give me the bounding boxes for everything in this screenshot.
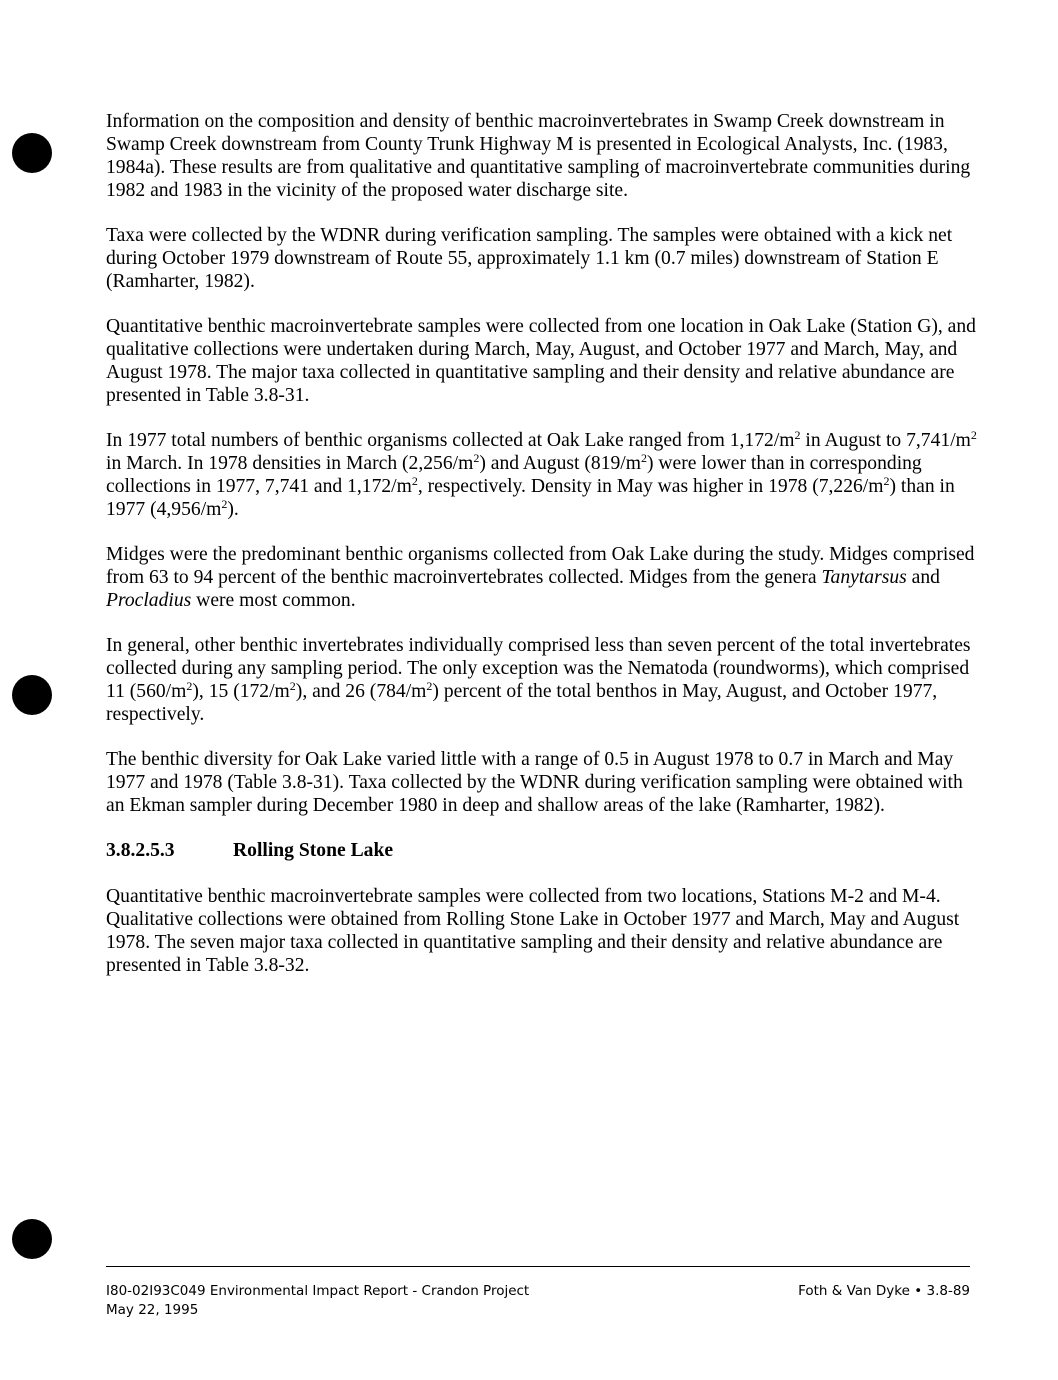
footer-page-reference: Foth & Van Dyke • 3.8-89 xyxy=(798,1283,970,1299)
paragraph-text: ), 15 (172/m xyxy=(192,681,290,702)
paragraph-text: ) percent of the total benthos in May, August, and October 1977, respectively. xyxy=(106,681,938,725)
paragraph-rolling-stone-lake xyxy=(106,885,986,977)
genus-name: Procladius xyxy=(106,590,192,611)
section-heading xyxy=(106,839,986,862)
paragraph-text: ) were lower than in corresponding collections in 1977, 7,741 and 1,172/m xyxy=(106,453,922,497)
paragraph-swamp-creek-info xyxy=(106,110,986,202)
paragraph-text: Midges were the predominant benthic organisms collected from Oak Lake during the study. Midges comprised from 63 to 94 percent of the benthic macroinvertebrates collected. Midges from the genera xyxy=(106,544,975,588)
paragraph-text: Quantitative benthic macroinvertebrate samples were collected from two locations, Stations M-2 and M-4. Qualitative collections were obtained from Rolling Stone Lake in October 1977 and March, May and August 1978. The seven major taxa collected in quantitative sampling and their density and relative abundance are presented in Table 3.8-32. xyxy=(106,886,960,976)
binder-hole-mark xyxy=(12,133,52,173)
superscript: 2 xyxy=(411,474,418,488)
paragraph-text: Taxa were collected by the WDNR during verification sampling. The samples were obtained with a kick net during October 1979 downstream of Route 55, approximately 1.1 km (0.7 miles) downstream of Station E (Ramharter, 1982). xyxy=(106,225,953,292)
paragraph-text: ), and 26 (784/m xyxy=(295,681,427,702)
paragraph-oak-lake-samples xyxy=(106,315,986,407)
footer-document-id: I80-02I93C049 Environmental Impact Report - Crandon Project xyxy=(106,1283,530,1299)
paragraph-wdnr-taxa xyxy=(106,224,986,293)
paragraph-text: in August to 7,741/m xyxy=(800,430,971,451)
section-number: 3.8.2.5.3 xyxy=(106,840,175,861)
section-title: Rolling Stone Lake xyxy=(233,840,394,861)
paragraph-text: Information on the composition and density of benthic macroinvertebrates in Swamp Creek downstream in Swamp Creek downstream from County Trunk Highway M is presented in Ecological Analysts, Inc. (1983, 1984a). These results are from qualitative and quantitative sampling of macroinvertebrate communities during 1982 and 1983 in the vicinity of the proposed water discharge site. xyxy=(106,111,971,201)
paragraph-text: The benthic diversity for Oak Lake varied little with a range of 0.5 in August 1978 to 0.7 in March and May 1977 and 1978 (Table 3.8-31). Taxa collected by the WDNR during verification sampling were obtained with an Ekman sampler during December 1980 in deep and shallow areas of the lake (Ramharter, 1982). xyxy=(106,749,963,816)
paragraph-other-invertebrates xyxy=(106,634,986,726)
document-body xyxy=(106,110,986,999)
paragraph-text: ). xyxy=(227,499,239,520)
paragraph-text: Quantitative benthic macroinvertebrate samples were collected from one location in Oak Lake (Station G), and qualitative collections were undertaken during March, May, August, and October 1977 and March, May, and August 1978. The major taxa collected in quantitative sampling and their density and relative abundance are presented in Table 3.8-31. xyxy=(106,316,976,406)
paragraph-text: in March. In 1978 densities in March (2,256/m xyxy=(106,453,474,474)
superscript: 2 xyxy=(289,679,296,693)
superscript: 2 xyxy=(426,679,433,693)
paragraph-text: In 1977 total numbers of benthic organisms collected at Oak Lake ranged from 1,172/m xyxy=(106,430,795,451)
superscript: 2 xyxy=(970,428,977,442)
paragraph-text: In general, other benthic invertebrates individually comprised less than seven percent of the total invertebrates collected during any sampling period. The only exception was the Nematoda (roundworms), which comprised 11 (560/m xyxy=(106,635,971,702)
genus-name: Tanytarsus xyxy=(821,567,907,588)
superscript: 2 xyxy=(221,497,228,511)
paragraph-midges xyxy=(106,543,986,612)
paragraph-text: and xyxy=(906,567,940,588)
paragraph-text: ) and August (819/m xyxy=(479,453,641,474)
paragraph-benthic-diversity xyxy=(106,748,986,817)
binder-hole-mark xyxy=(12,675,52,715)
superscript: 2 xyxy=(186,679,193,693)
superscript: 2 xyxy=(640,451,647,465)
footer-date: May 22, 1995 xyxy=(106,1302,199,1318)
binder-hole-mark xyxy=(12,1219,52,1259)
superscript: 2 xyxy=(883,474,890,488)
paragraph-text: , respectively. Density in May was higher in 1978 (7,226/m xyxy=(417,476,884,497)
superscript: 2 xyxy=(794,428,801,442)
paragraph-text: were most common. xyxy=(191,590,356,611)
superscript: 2 xyxy=(473,451,480,465)
paragraph-1977-densities xyxy=(106,429,986,521)
footer-divider xyxy=(106,1266,970,1267)
paragraph-text: ) than in 1977 (4,956/m xyxy=(106,476,955,520)
